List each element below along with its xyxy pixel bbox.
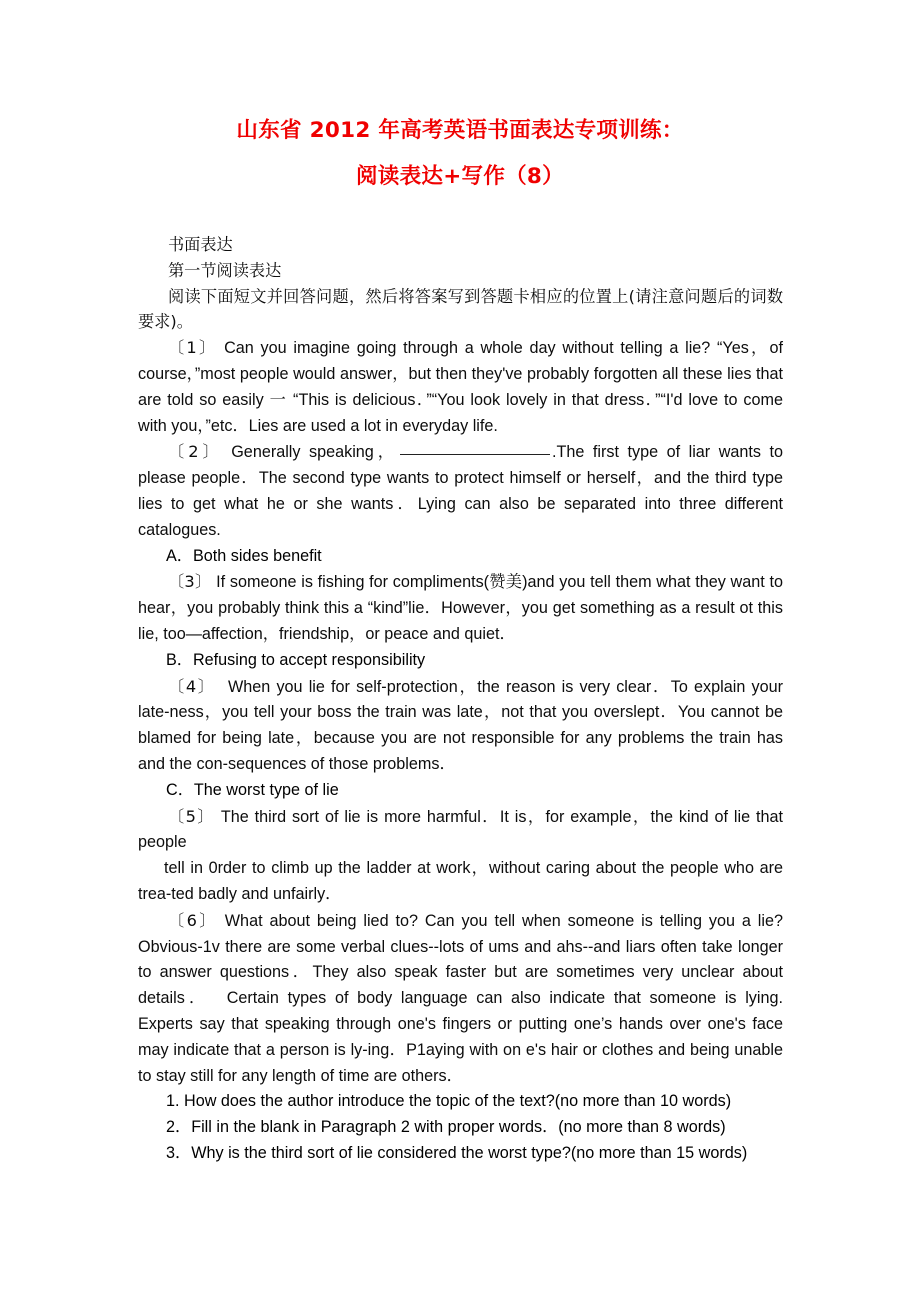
option-b: B．Refusing to accept responsibility xyxy=(166,650,426,669)
option-c: C．The worst type of lie xyxy=(166,780,339,799)
passage-paragraph-4 xyxy=(138,674,788,778)
passage-paragraph-6 xyxy=(138,908,792,1090)
paragraph-marker-5: 〔5〕 xyxy=(168,806,215,826)
paragraph-marker-1: 〔1〕 xyxy=(168,338,218,358)
paragraph-marker-4: 〔4〕 xyxy=(168,676,216,696)
section-label: 书面表达 xyxy=(168,235,233,254)
question-3: 3．Why is the third sort of lie considered the worst type?(no more than 15 words) xyxy=(166,1143,748,1162)
question-1: 1. How does the author introduce the topic of the text?(no more than 10 words) xyxy=(166,1092,732,1111)
paragraph-2-pre-blank: Generally speaking， xyxy=(231,443,399,462)
question-2: 2．Fill in the blank in Paragraph 2 with proper words．(no more than 8 words) xyxy=(166,1118,726,1137)
document-body xyxy=(0,232,920,1167)
paragraph-text-3: If someone is fishing for compliments(赞美)and you tell them what they want to hear，you probably think this a “kind”lie．However，you get something as a result ot this lie, too—affection，friendship，or peace and quiet． xyxy=(138,573,788,643)
paragraph-text-1: Can you imagine going through a whole day without telling a lie? “Yes，of course，”most people would answer，but then they've probably forgotten all these lies that are told so easily 一 “This is delicious．”“You look lovely in that dress．”“I'd love to come with you，”etc．Lies are used a lot in everyday life. xyxy=(138,339,788,435)
passage-paragraph-5 xyxy=(138,804,788,857)
document-title xyxy=(0,112,920,196)
paragraph-marker-3: 〔3〕 xyxy=(168,572,212,592)
passage-paragraph-5-continuation: tell in 0rder to climb up the ladder at work，without caring about the people who are trea-ted badly and unfairly． xyxy=(138,859,788,903)
paragraph-marker-6: 〔6〕 xyxy=(168,910,218,930)
paragraph-text-4: When you lie for self-protection，the reason is very clear．To explain your late-ness，you tell your boss the train was late，not that you overslept．You cannot be blamed for being late，because you are not responsible for any problems the train has and the con-sequences of those problems． xyxy=(138,677,788,773)
title-line-1: 山东省 2012 年高考英语书面表达专项训练： xyxy=(236,118,684,143)
passage-paragraph-1 xyxy=(138,335,788,439)
part-label: 第一节阅读表达 xyxy=(168,260,282,280)
passage-paragraph-3 xyxy=(138,569,788,647)
fill-in-blank[interactable] xyxy=(400,454,550,455)
paragraph-text-6: What about being lied to? Can you tell when someone is telling you a lie? Obvious-1v there are some verbal clues--lots of ums and ahs--and liars often take longer to answer questions．They also speak faster but are sometimes very unclear about details． Certain types of body language can also indicate that someone is lying. Experts say that speaking through one's fingers or putting one’s hands over one's face may indicate that a person is ly-ing．P1aying with on e's hair or clothes and being unable to stay still for any length of time are others． xyxy=(138,911,792,1085)
option-a: A．Both sides benefit xyxy=(166,546,322,565)
paragraph-text-5: The third sort of lie is more harmful．It is，for example，the kind of lie that people xyxy=(138,807,788,852)
paragraph-2-post-blank: .The first type of liar wants to please people．The second type wants to protect himself or herself，and the third type lies to get what he or she wants．Lying can also be separated into three different catalogues. xyxy=(138,443,788,539)
title-line-2: 阅读表达+写作（8） xyxy=(356,164,564,189)
instruction-text: 阅读下面短文并回答问题，然后将答案写到答题卡相应的位置上(请注意问题后的词数要求)。 xyxy=(138,286,783,332)
paragraph-marker-2: 〔2〕 xyxy=(168,442,223,462)
passage-paragraph-2 xyxy=(138,439,788,543)
